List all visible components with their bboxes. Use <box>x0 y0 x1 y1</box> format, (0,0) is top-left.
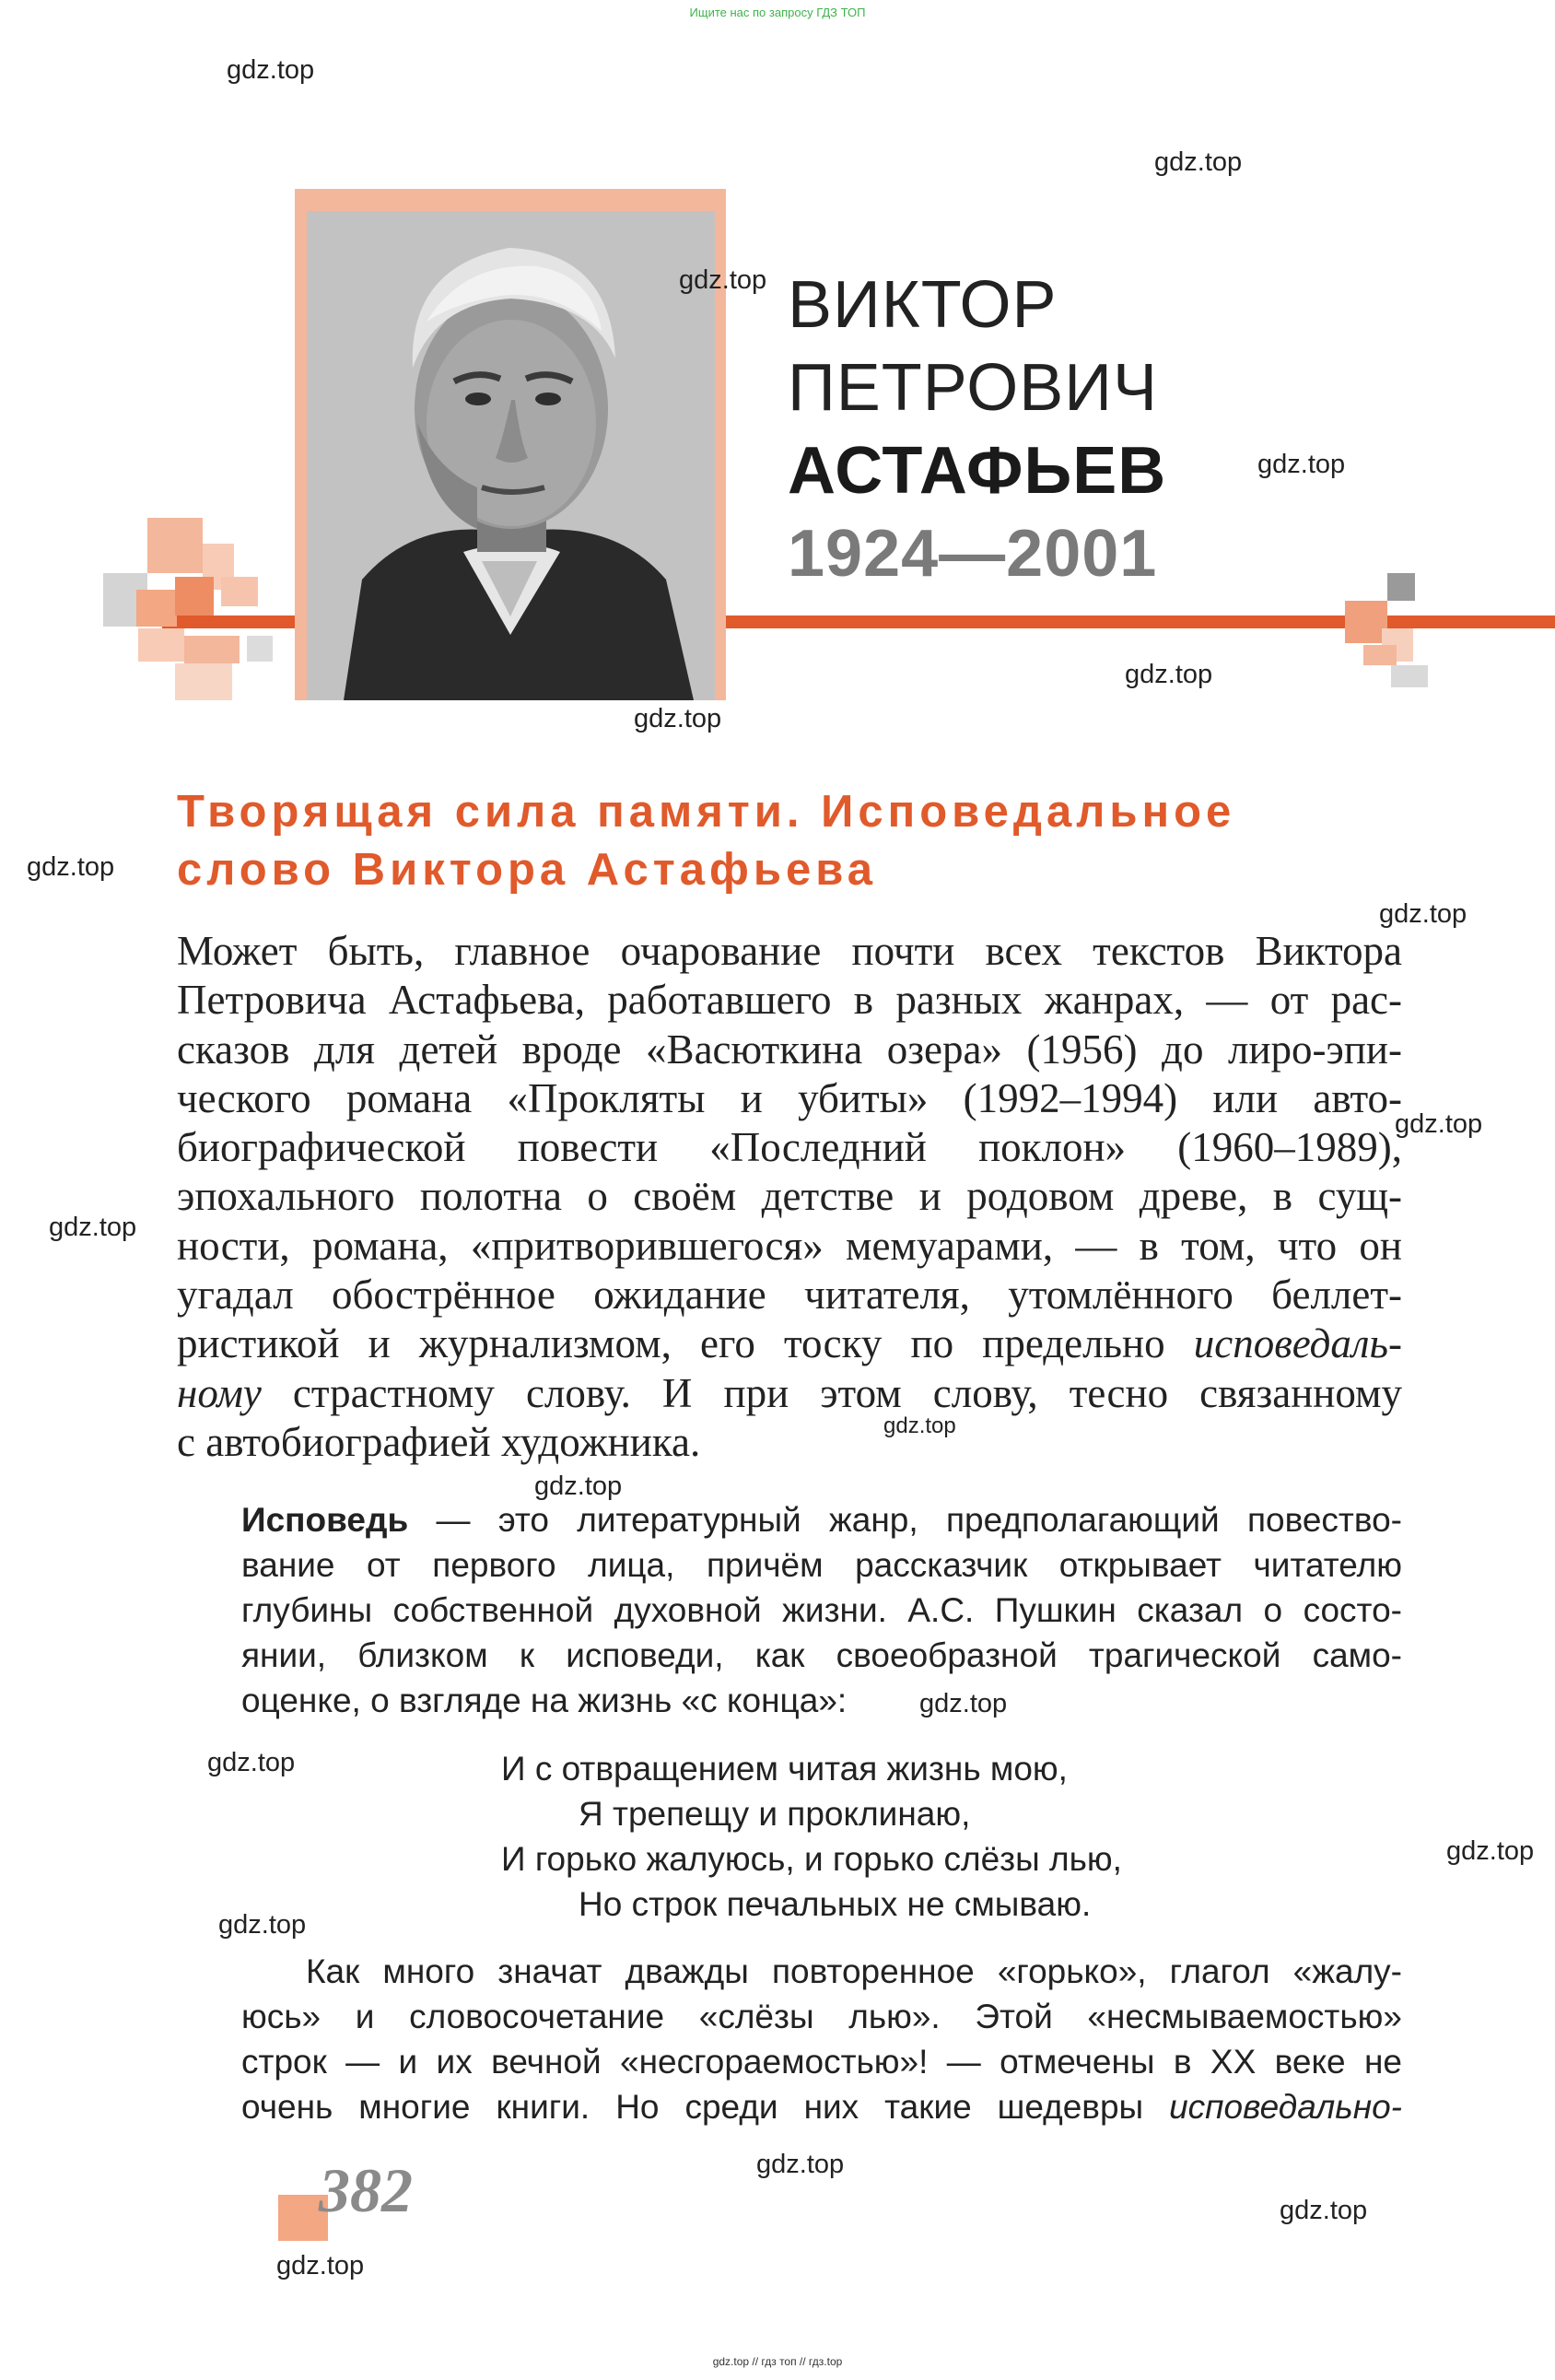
poem-line: Я трепещу и проклинаю, <box>579 1795 971 1833</box>
author-years: 1924—2001 <box>788 517 1158 591</box>
poem-line: И горько жалуюсь, и горько слёзы лью, <box>501 1840 1122 1878</box>
intro-line: ристикой и журнализмом, его тоску по предельно <box>177 1320 1165 1367</box>
definition-block <box>241 1497 1402 1723</box>
author-first-name: ВИКТОР <box>788 268 1058 342</box>
watermark: gdz.top <box>1395 1109 1483 1139</box>
decorative-band-right <box>723 616 1555 628</box>
italic-word: ному <box>177 1369 262 1416</box>
intro-paragraph <box>177 927 1402 1467</box>
closing-line-with-italic <box>241 2084 1402 2129</box>
watermark: gdz.top <box>883 1413 956 1438</box>
closing-paragraph <box>241 1949 1402 2129</box>
watermark: gdz.top <box>1280 2196 1368 2225</box>
closing-line: строк — и их вечной «несгораемостью»! — отмечены в XX веке не <box>241 2043 1402 2081</box>
section-heading-line-2: слово Виктора Астафьева <box>177 845 878 895</box>
watermark: gdz.top <box>276 2251 365 2280</box>
poem-quote <box>501 1746 1122 1927</box>
watermark: gdz.top <box>919 1689 1008 1718</box>
top-note: Ищите нас по запросу ГДЗ ТОП <box>689 6 866 19</box>
intro-line: ности, романа, «притворившегося» мемуарами, — в том, что он <box>177 1222 1402 1269</box>
poem-line: Но строк печальных не смываю. <box>579 1885 1092 1923</box>
closing-line: Как много значат дважды повторенное «горько», глагол «жалу- <box>306 1952 1402 1990</box>
definition-line: янии, близком к исповеди, как своеобразной трагической само- <box>241 1636 1402 1674</box>
intro-line: эпохального полотна о своём детстве и родовом древе, в сущ- <box>177 1173 1402 1220</box>
watermark: gdz.top <box>1446 1836 1535 1866</box>
definition-term: Исповедь <box>241 1501 409 1539</box>
definition-line: оценке, о взгляде на жизнь «с конца»: <box>241 1682 848 1719</box>
page-number: 382 <box>319 2155 413 2225</box>
intro-line: ческого романа «Прокляты и убиты» (1992–1994) или авто- <box>177 1074 1402 1121</box>
definition-line: глубины собственной духовной жизни. А.С. Пушкин сказал о состо- <box>241 1591 1402 1629</box>
italic-word: исповедаль- <box>1193 1320 1402 1367</box>
watermark: gdz.top <box>218 1910 307 1940</box>
watermark: gdz.top <box>1257 450 1346 479</box>
watermark: gdz.top <box>1154 147 1243 177</box>
definition-line <box>241 1497 1402 1542</box>
watermark: gdz.top <box>756 2150 845 2179</box>
intro-line: биографической повести «Последний поклон» (1960–1989), <box>177 1124 1402 1171</box>
watermark: gdz.top <box>634 704 722 733</box>
watermark: gdz.top <box>227 55 315 85</box>
definition-text: — это литературный жанр, предполагающий повество- <box>408 1501 1402 1539</box>
italic-word: исповедально- <box>1169 2088 1402 2126</box>
intro-line: Петровича Астафьева, работавшего в разных жанрах, — от рас- <box>177 977 1402 1024</box>
intro-line: сказов для детей вроде «Васюткина озера» (1956) до лиро-эпи- <box>177 1026 1402 1073</box>
author-surname: АСТАФЬЕВ <box>788 434 1167 508</box>
intro-line: страстному слову. И при этом слову, тесно связанному <box>292 1369 1402 1416</box>
author-portrait <box>307 211 715 700</box>
poem-line: И с отвращением читая жизнь мою, <box>501 1750 1068 1788</box>
closing-line: очень многие книги. Но среди них такие шедевры <box>241 2088 1144 2126</box>
bottom-note: gdz.top // гдз топ // гдз.top <box>712 2355 843 2368</box>
watermark: gdz.top <box>1379 899 1467 929</box>
section-heading <box>177 783 1235 899</box>
watermark: gdz.top <box>27 852 115 882</box>
watermark: gdz.top <box>534 1471 623 1501</box>
intro-line-with-italic <box>177 1369 1402 1418</box>
intro-line: Может быть, главное очарование почти всех текстов Виктора <box>177 928 1402 974</box>
intro-line: угадал обострённое ожидание читателя, утомлённого беллет- <box>177 1272 1402 1319</box>
author-patronymic: ПЕТРОВИЧ <box>788 351 1158 425</box>
watermark: gdz.top <box>1125 660 1213 689</box>
definition-line: вание от первого лица, причём рассказчик открывает читателю <box>241 1546 1402 1584</box>
section-heading-line-1: Творящая сила памяти. Исповедальное <box>177 787 1236 837</box>
decorative-band-left <box>162 616 300 628</box>
intro-line-with-italic <box>177 1319 1402 1368</box>
closing-line: юсь» и словосочетание «слёзы лью». Этой «несмываемостью» <box>241 1998 1402 2035</box>
watermark: gdz.top <box>679 265 767 295</box>
intro-line: с автобиографией художника. <box>177 1418 701 1465</box>
watermark: gdz.top <box>207 1748 296 1777</box>
watermark: gdz.top <box>49 1213 137 1242</box>
portrait-illustration <box>307 211 715 700</box>
